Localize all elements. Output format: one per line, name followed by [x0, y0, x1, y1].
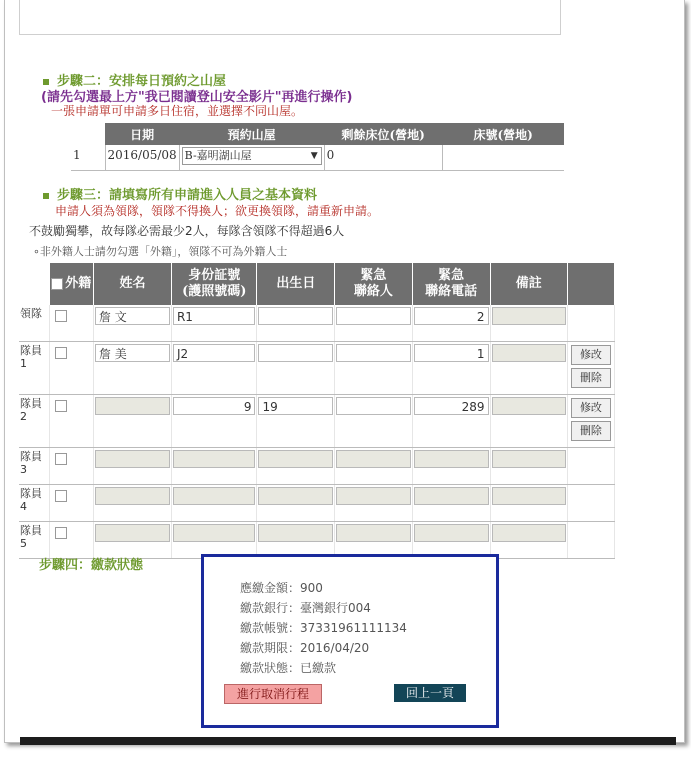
step3-note2: ∘非外籍人士請勿勾選「外籍」，領隊不可為外籍人士	[33, 245, 288, 258]
table-cell	[19, 522, 49, 559]
action-header	[567, 263, 614, 305]
memo-field[interactable]	[492, 487, 566, 505]
table-cell	[171, 522, 257, 559]
table-cell	[567, 342, 614, 395]
table-cell	[490, 485, 567, 522]
table-cell	[49, 485, 93, 522]
table-cell	[412, 448, 490, 485]
payment-account: 繳款帳號：37331961111134	[240, 621, 407, 635]
foreign-checkbox[interactable]	[55, 453, 67, 465]
foreign-checkbox[interactable]	[55, 490, 67, 502]
row-remaining: 0	[324, 145, 442, 171]
table-cell	[257, 485, 335, 522]
step2-note: 一張申請單可申請多日住宿，並選擇不同山屋。	[51, 104, 304, 118]
table-row	[19, 448, 615, 485]
table-row	[19, 522, 615, 559]
phone-field[interactable]: 1	[414, 344, 489, 362]
birth-field[interactable]	[258, 450, 333, 468]
phone-field[interactable]: 2	[414, 307, 489, 325]
contact-field[interactable]	[336, 344, 410, 362]
table-cell	[490, 395, 567, 448]
table-cell	[412, 395, 490, 448]
table-cell	[490, 342, 567, 395]
contact-header-line1: 緊急	[360, 268, 387, 283]
member-table	[19, 263, 615, 559]
row-label: 隊員1	[20, 344, 42, 370]
id-header	[171, 263, 257, 305]
edit-button[interactable]: 修改	[571, 345, 611, 365]
table-cell	[335, 395, 412, 448]
table-cell	[335, 448, 412, 485]
table-cell	[567, 448, 614, 485]
foreign-checkbox[interactable]	[55, 527, 67, 539]
table-cell	[490, 448, 567, 485]
id-field[interactable]	[173, 487, 256, 505]
table-cell	[490, 522, 567, 559]
row-label: 領隊	[20, 307, 42, 320]
id-field[interactable]	[173, 524, 256, 542]
table-cell	[412, 485, 490, 522]
contact-field[interactable]	[336, 487, 410, 505]
step4-title: 步驟四：繳款狀態	[39, 558, 144, 573]
delete-button[interactable]: 刪除	[571, 421, 611, 441]
payment-bank: 繳款銀行：臺灣銀行004	[240, 601, 371, 615]
name-header: 姓名	[93, 263, 171, 305]
name-field[interactable]	[95, 524, 170, 542]
payment-status-box	[201, 554, 499, 728]
phone-field[interactable]: 289	[414, 397, 489, 415]
chevron-down-icon: ▼	[310, 151, 318, 161]
table-cell	[49, 448, 93, 485]
foreign-checkbox[interactable]	[55, 400, 67, 412]
birth-field[interactable]	[258, 487, 333, 505]
id-field[interactable]: 9	[173, 397, 256, 415]
phone-field[interactable]	[414, 450, 489, 468]
birth-field[interactable]	[258, 344, 333, 362]
memo-field[interactable]	[492, 344, 566, 362]
hut-table-row	[71, 145, 564, 171]
table-row	[19, 395, 615, 448]
contact-field[interactable]	[336, 307, 410, 325]
payment-amount: 應繳金額：900	[240, 581, 323, 595]
step3-note1: 不鼓勵獨攀，故每隊必需最少2人，每隊含領隊不得超過6人	[29, 224, 345, 238]
table-cell	[49, 305, 93, 342]
foreign-checkbox[interactable]	[55, 310, 67, 322]
table-cell	[567, 485, 614, 522]
hut-header: 預約山屋	[179, 123, 324, 145]
payment-deadline: 繳款期限：2016/04/20	[240, 641, 370, 655]
table-cell	[19, 395, 49, 448]
name-field[interactable]	[95, 450, 170, 468]
row-bed	[442, 145, 564, 171]
bullet-icon	[43, 79, 49, 85]
table-cell	[335, 342, 412, 395]
id-header-line1: 身份証號	[188, 268, 241, 283]
table-cell	[93, 522, 171, 559]
table-cell	[335, 485, 412, 522]
table-cell	[171, 485, 257, 522]
foreign-header	[49, 263, 93, 305]
table-cell	[257, 395, 335, 448]
table-cell	[257, 305, 335, 342]
id-header-line2: (護照號碼)	[182, 284, 247, 299]
table-cell	[257, 342, 335, 395]
step2-warning: (請先勾選最上方"我已閱讀登山安全影片"再進行操作)	[41, 90, 353, 105]
phone-header	[412, 263, 490, 305]
memo-header: 備註	[490, 263, 567, 305]
table-cell	[257, 448, 335, 485]
contact-field[interactable]	[336, 524, 410, 542]
bed-header: 床號(營地)	[442, 123, 564, 145]
table-cell	[490, 305, 567, 342]
memo-field[interactable]	[492, 307, 566, 325]
table-row	[19, 342, 615, 395]
taskbar	[20, 737, 676, 745]
remaining-header: 剩餘床位(營地)	[324, 123, 442, 145]
delete-button[interactable]: 刪除	[571, 368, 611, 388]
table-cell	[171, 448, 257, 485]
edit-button[interactable]: 修改	[571, 398, 611, 418]
payment-status: 繳款狀態：已繳款	[240, 661, 337, 675]
phone-field[interactable]	[414, 487, 489, 505]
table-cell	[49, 522, 93, 559]
index-header	[71, 123, 105, 145]
bullet-icon	[43, 193, 49, 199]
table-row	[19, 485, 615, 522]
table-cell	[335, 522, 412, 559]
table-cell	[19, 305, 49, 342]
member-table-body	[19, 305, 615, 559]
hut-cell	[179, 145, 324, 171]
row-date: 2016/05/08	[105, 145, 179, 171]
step3-title-text: 步驟三：請填寫所有申請進入人員之基本資料	[57, 188, 318, 203]
table-cell	[412, 342, 490, 395]
table-cell	[567, 522, 614, 559]
member-table-header	[19, 263, 615, 305]
table-cell	[257, 522, 335, 559]
table-cell	[19, 485, 49, 522]
top-panel	[19, 0, 561, 35]
name-field[interactable]: 詹 美	[95, 344, 170, 362]
table-cell	[93, 395, 171, 448]
table-cell	[171, 342, 257, 395]
cancel-trip-button[interactable]: 進行取消行程	[224, 684, 322, 704]
table-cell	[49, 342, 93, 395]
foreign-checkbox[interactable]	[55, 347, 67, 359]
contact-field[interactable]	[336, 450, 410, 468]
table-cell	[93, 342, 171, 395]
table-cell	[335, 305, 412, 342]
page-frame	[4, 0, 685, 743]
row-label: 隊員4	[20, 487, 42, 513]
table-cell	[49, 395, 93, 448]
table-cell	[93, 448, 171, 485]
phone-header-line2: 聯絡電話	[425, 284, 478, 299]
foreign-all-checkbox[interactable]	[51, 278, 63, 290]
table-cell	[412, 305, 490, 342]
row-label: 隊員5	[20, 524, 42, 550]
birth-header: 出生日	[257, 263, 335, 305]
birth-field[interactable]	[258, 307, 333, 325]
back-button[interactable]: 回上一頁	[394, 684, 466, 702]
contact-header-line2: 聯絡人	[353, 284, 393, 299]
id-field[interactable]: R1	[173, 307, 256, 325]
contact-field[interactable]	[336, 397, 410, 415]
birth-field[interactable]	[258, 524, 333, 542]
table-cell	[171, 305, 257, 342]
label-header	[19, 263, 49, 305]
table-row	[19, 305, 615, 342]
table-cell	[93, 305, 171, 342]
name-field[interactable]	[95, 487, 170, 505]
memo-field[interactable]	[492, 397, 566, 415]
hut-table-header	[71, 123, 564, 145]
step2-title-text: 步驟二：安排每日預約之山屋	[57, 74, 227, 89]
memo-field[interactable]	[492, 524, 566, 542]
row-label: 隊員2	[20, 397, 42, 423]
step3-title	[43, 184, 317, 203]
table-cell	[19, 342, 49, 395]
table-cell	[19, 448, 49, 485]
hut-select-value: B-嘉明湖山屋	[184, 149, 252, 162]
name-field[interactable]	[95, 397, 170, 415]
hut-booking-table	[71, 123, 564, 171]
step3-note-red: 申請人須為領隊，領隊不得換人；欲更換領隊，請重新申請。	[55, 204, 380, 218]
table-cell	[93, 485, 171, 522]
row-label: 隊員3	[20, 450, 42, 476]
table-cell	[567, 395, 614, 448]
contact-header	[335, 263, 412, 305]
table-cell	[567, 305, 614, 342]
phone-header-line1: 緊急	[438, 268, 465, 283]
id-field[interactable]	[173, 450, 256, 468]
row-index: 1	[71, 145, 105, 171]
id-field[interactable]: J2	[173, 344, 256, 362]
table-cell	[412, 522, 490, 559]
name-field[interactable]: 詹 文	[95, 307, 170, 325]
date-header: 日期	[105, 123, 179, 145]
birth-field[interactable]: 19	[258, 397, 333, 415]
table-cell	[171, 395, 257, 448]
memo-field[interactable]	[492, 450, 566, 468]
hut-select[interactable]	[182, 147, 322, 165]
phone-field[interactable]	[414, 524, 489, 542]
foreign-header-text: 外籍	[65, 276, 92, 291]
